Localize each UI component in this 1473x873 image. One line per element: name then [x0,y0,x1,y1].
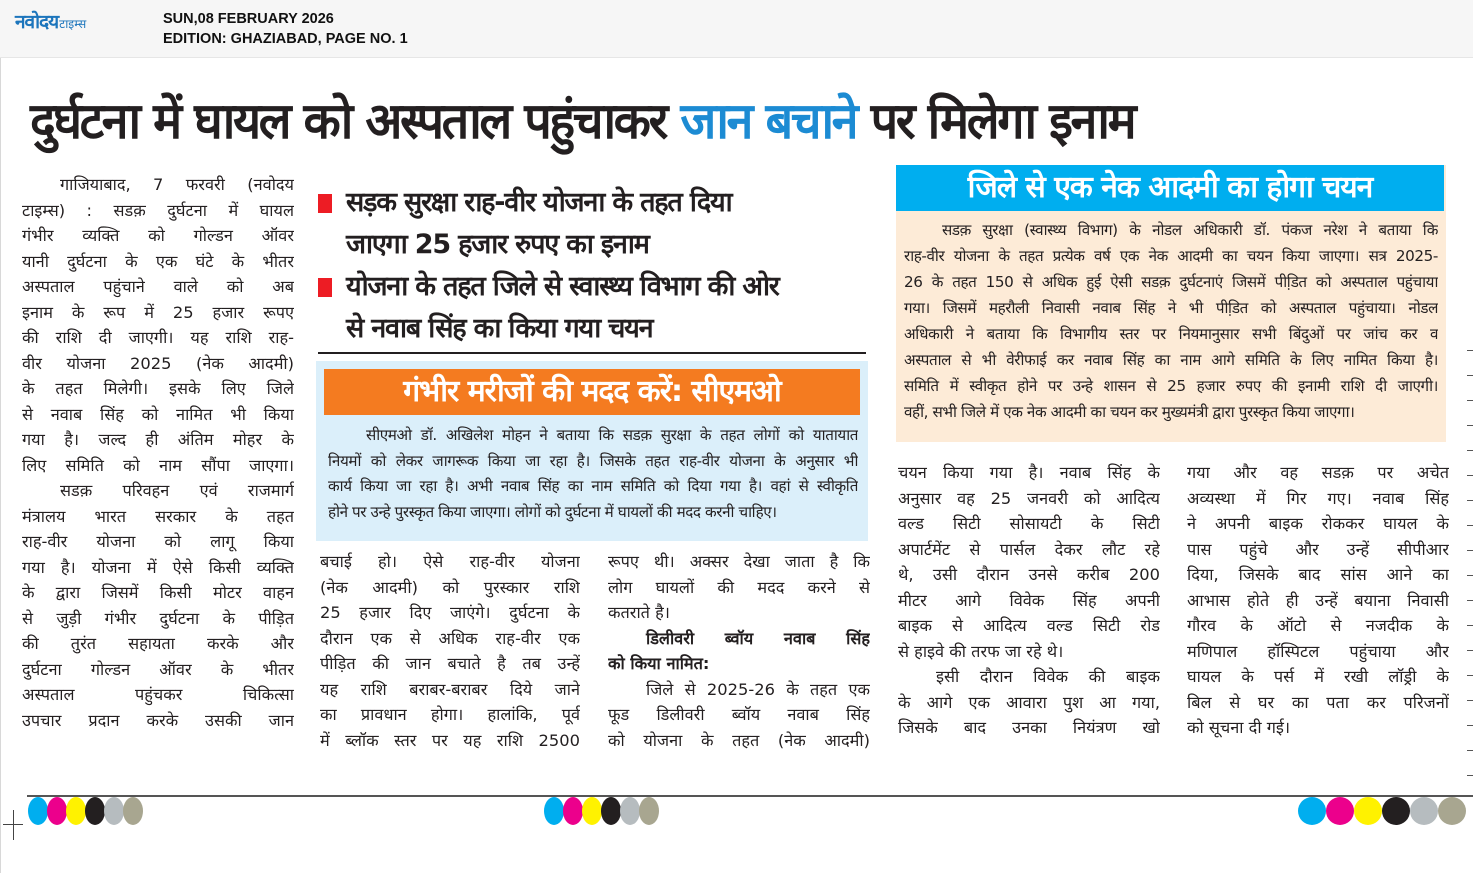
text-line: गया। जिसमें महरौली निवासी नवाब सिंह ने भी पीडि़त को अस्पताल पहुंचाया। नोडल [904,299,1438,317]
gray-dot-icon [104,797,124,825]
text-line: मणिपाल हॉस्पिटल पहुंचाया और [1187,641,1449,661]
yellow-dot-icon [582,797,602,825]
headline-part-2: पर मिलेगा इनाम [856,92,1135,150]
text-line: मीटर आगे विवेक सिंह अपनी [898,590,1160,610]
text-line: इसी दौरान विवेक की बाइक [936,667,1160,686]
text-line: लिए समिति को नाम सौंपा जाएगा। [22,455,294,475]
text-line: मंत्रालय भारत सरकार के तहत [22,506,294,526]
text-line: कार्य किया जा रहा है। अभी नवाब सिंह का नाम समिति को दिया गया है। वहां से स्वीकृति [328,477,858,495]
text-line: अनुसार वह 25 जनवरी को आदित्य [898,488,1160,508]
text-line: के द्वारा जिसमें किसी मोटर वाहन [22,583,294,602]
cmo-quote-box [316,361,868,541]
text-line: अस्पताल से भी वेरीफाई कर नवाब सिंह का नाम आगे समिति के लिए नामित किया है। [904,351,1438,369]
text-line: गया है। योजना में ऐसे किसी व्यक्ति [22,557,294,577]
color-registration-dots [1298,797,1466,825]
text-line: 25 हजार दिए जाएंगे। दुर्घटना के [320,603,580,622]
magenta-dot-icon [1326,797,1354,825]
text-line: चयन किया गया है। नवाब सिंह के [898,463,1160,482]
khaki-dot-icon [639,797,659,825]
text-line: अव्यस्था में गिर गए। नवाब सिंह [1187,488,1449,508]
text-line: यानी दुर्घटना के एक घंटे के भीतर [22,251,294,271]
logo-sub-text: टाइम्स [59,17,87,31]
khaki-dot-icon [1438,797,1466,825]
nek-box-body [904,217,1438,425]
crop-crosshair-icon [3,810,27,840]
text-line: बाइक से आदित्य वल्ड सिटी रोड [898,616,1160,635]
bullet-line: जाएगा 25 हजार रुपए का इनाम [346,229,649,260]
text-line: गया और वह सडक़ पर अचेत [1187,463,1449,482]
article-column-3b [1187,460,1449,741]
text-line: के तहत मिलेगी। इसके लिए जिले [22,379,294,398]
gray-dot-icon [1410,797,1438,825]
red-square-bullet-icon [318,194,332,213]
text-line: से नवाब सिंह को नामित भी किया [22,404,294,424]
text-line: अस्पताल पहुंचाने वाले को अब [22,277,294,296]
bullet-line: सड़क सुरक्षा राह-वीर योजना के तहत दिया [346,187,732,218]
text-line: से हाइवे की तरफ जा रहे थे। [898,641,1064,661]
logo-main-text: नवोदय [15,11,59,33]
text-line: गया है। जल्द ही अंतिम मोहर के [22,430,294,449]
text-line: को सूचना दी गई। [1187,718,1291,737]
headline-part-1: दुर्घटना में घायल को अस्पताल पहुंचाकर [30,92,681,150]
text-line: राह-वीर योजना को लागू किया [22,532,294,551]
edition-info [163,9,408,49]
bottom-page-rule [27,795,1473,797]
bullet-item [318,182,866,266]
yellow-dot-icon [66,797,86,825]
text-line: लोग घायलों की मदद करने से [608,577,870,597]
text-line: सीएमओ डॉ. अखिलेश मोहन ने बताया कि सडक़ सुरक्षा के तहत लोगों को यातायात [366,426,858,444]
section-divider [318,352,866,354]
color-registration-dots [544,797,658,825]
cyan-dot-icon [544,797,564,825]
text-line: पीड़ित की जान बचाते है तब उन्हें [320,654,580,673]
column-tick-marks [1467,350,1473,780]
text-line: की राशि दी जाएगी। यह राशि राह- [22,328,294,347]
text-line: जिसके बाद उनका नियंत्रण खो [898,718,1160,737]
text-line: दुर्घटना गोल्डन ऑवर के भीतर [22,659,294,679]
text-line: (नेक आदमी) को पुरस्कार राशि [320,577,580,597]
text-line: इनाम के रूप में 25 हजार रूपए [22,302,294,322]
bullet-line: से नवाब सिंह का किया गया चयन [346,313,653,344]
text-line: वीर योजना 2025 (नेक आदमी) [22,353,294,373]
text-line: बचाई हो। ऐसे राह-वीर योजना [320,552,580,571]
magenta-dot-icon [47,797,67,825]
sub-heading-line: को किया नामित: [608,654,710,673]
text-line: बिल से घर का पता कर परिजनों [1187,692,1449,712]
nek-aadmi-box [896,165,1446,442]
main-headline [30,86,1407,156]
article-column-2a [320,549,580,753]
text-line: सडक़ सुरक्षा (स्वास्थ्य विभाग) के नोडल अधिकारी डॉ. पंकज नरेश ने बताया कि [942,221,1438,239]
yellow-dot-icon [1354,797,1382,825]
text-line: होने पर उन्हे पुरस्कृत किया जाएगा। लोगों को दुर्घटना में घायलों की मदद करनी चाहिए। [328,502,777,521]
text-line: गौरव के ऑटो से नजदीक के [1187,616,1449,635]
text-line: से जुड़ी गंभीर दुर्घटना के पीड़ित [22,608,294,628]
nek-box-heading: जिले से एक नेक आदमी का होगा चयन [896,165,1444,211]
sub-heading-line: डिलीवरी ब्वॉय नवाब सिंह [646,628,870,648]
text-line: के आगे एक आवारा पुश आ गया, [898,692,1160,712]
black-dot-icon [601,797,621,825]
cyan-dot-icon [28,797,48,825]
text-line: टाइम्स) : सडक़ दुर्घटना में घायल [22,200,294,220]
text-line: फूड डिलीवरी ब्वॉय नवाब सिंह [608,705,870,724]
khaki-dot-icon [123,797,143,825]
navodaya-times-logo[interactable] [15,8,86,34]
text-line: घायल के पर्स में रखी लॉड्री के [1187,667,1449,686]
cmo-box-body [328,423,858,525]
bullet-item [318,266,866,350]
text-line: ने अपनी बाइक रोककर घायल के [1187,514,1449,533]
text-line: में ब्लॉक स्तर पर यह राशि 2500 [320,730,580,750]
text-line: रूपए थी। अक्सर देखा जाता है कि [608,552,870,571]
gray-dot-icon [620,797,640,825]
article-column-3a [898,460,1160,741]
cmo-box-heading: गंभीर मरीजों की मदद करें: सीएमओ [324,369,860,415]
text-line: का प्रावधान होगा। हालांकि, पूर्व [320,705,580,724]
text-line: उपचार प्रदान करके उसकी जान [22,710,294,730]
text-line: दौरान एक से अधिक राह-वीर एक [320,628,580,648]
color-registration-dots [28,797,142,825]
text-line: सडक़ परिवहन एवं राजमार्ग [60,481,294,500]
text-line: वल्ड सिटी सोसायटी के सिटी [898,514,1160,533]
article-column-1 [22,172,294,733]
text-line: नियमों को लेकर जागरूक किया जा रहा है। जिसके तहत राह-वीर योजना के अनुसार भी [328,451,858,470]
text-line: की तुरंत सहायता करके और [22,634,294,653]
text-line: थे, उसी दौरान उनसे करीब 200 [898,565,1160,584]
magenta-dot-icon [563,797,583,825]
cyan-dot-icon [1298,797,1326,825]
text-line: अधिकारी ने बताया कि विभागीय स्तर पर नियमानुसार सभी बिंदुओं पर जांच कर व [904,325,1438,343]
text-line: आभास होते ही उन्हें बयाना निवासी [1187,590,1449,610]
text-line: कतराते है। [608,603,670,622]
text-line: गंभीर व्यक्ति को गोल्डन ऑवर [22,226,294,245]
text-line: राह-वीर योजना के तहत प्रत्येक वर्ष एक नेक आदमी का चयन किया जाएगा। सत्र 2025- [904,247,1438,265]
text-line: जिले से 2025-26 के तहत एक [646,679,870,699]
text-line: वहीं, सभी जिले में एक नेक आदमी का चयन कर मुख्यमंत्री द्वारा पुरस्कृत किया जाएगा। [904,403,1355,421]
text-line: अस्पताल पहुंचकर चिकित्सा [22,685,294,704]
text-line: अपार्टमेंट से पार्सल देकर लौट रहे [898,539,1160,559]
text-line: गाजियाबाद, 7 फरवरी (नवोदय [60,175,294,194]
headline-highlight: जान बचाने [680,92,857,150]
black-dot-icon [85,797,105,825]
text-line: 26 के तहत 150 से अधिक हुई ऐसी सडक़ दुर्घटनाएं जिसमें पीडि़त को अस्पताल पहुंचाया [904,273,1438,291]
text-line: समिति में स्वीकृत होने पर उन्हे शासन से 25 हजार रुपए की इनामी राशि दी जाएगी। [904,377,1438,395]
text-line: पास पहुंचे और उन्हें सीपीआर [1187,539,1449,559]
edition-date: SUN,08 FEBRUARY 2026 [163,11,334,27]
article-column-2b [608,549,870,753]
text-line: यह राशि बराबर-बराबर दिये जाने [320,679,580,699]
text-line: दिया, जिसके बाद सांस आने का [1187,565,1449,584]
epaper-header-bar [0,0,1473,58]
text-line: को योजना के तहत (नेक आदमी) [608,730,870,750]
bullet-line: योजना के तहत जिले से स्वास्थ्य विभाग की ओर [346,271,779,302]
black-dot-icon [1382,797,1410,825]
sub-headline-bullets [318,182,866,350]
edition-page: EDITION: GHAZIABAD, PAGE NO. 1 [163,31,408,47]
red-square-bullet-icon [318,278,332,297]
